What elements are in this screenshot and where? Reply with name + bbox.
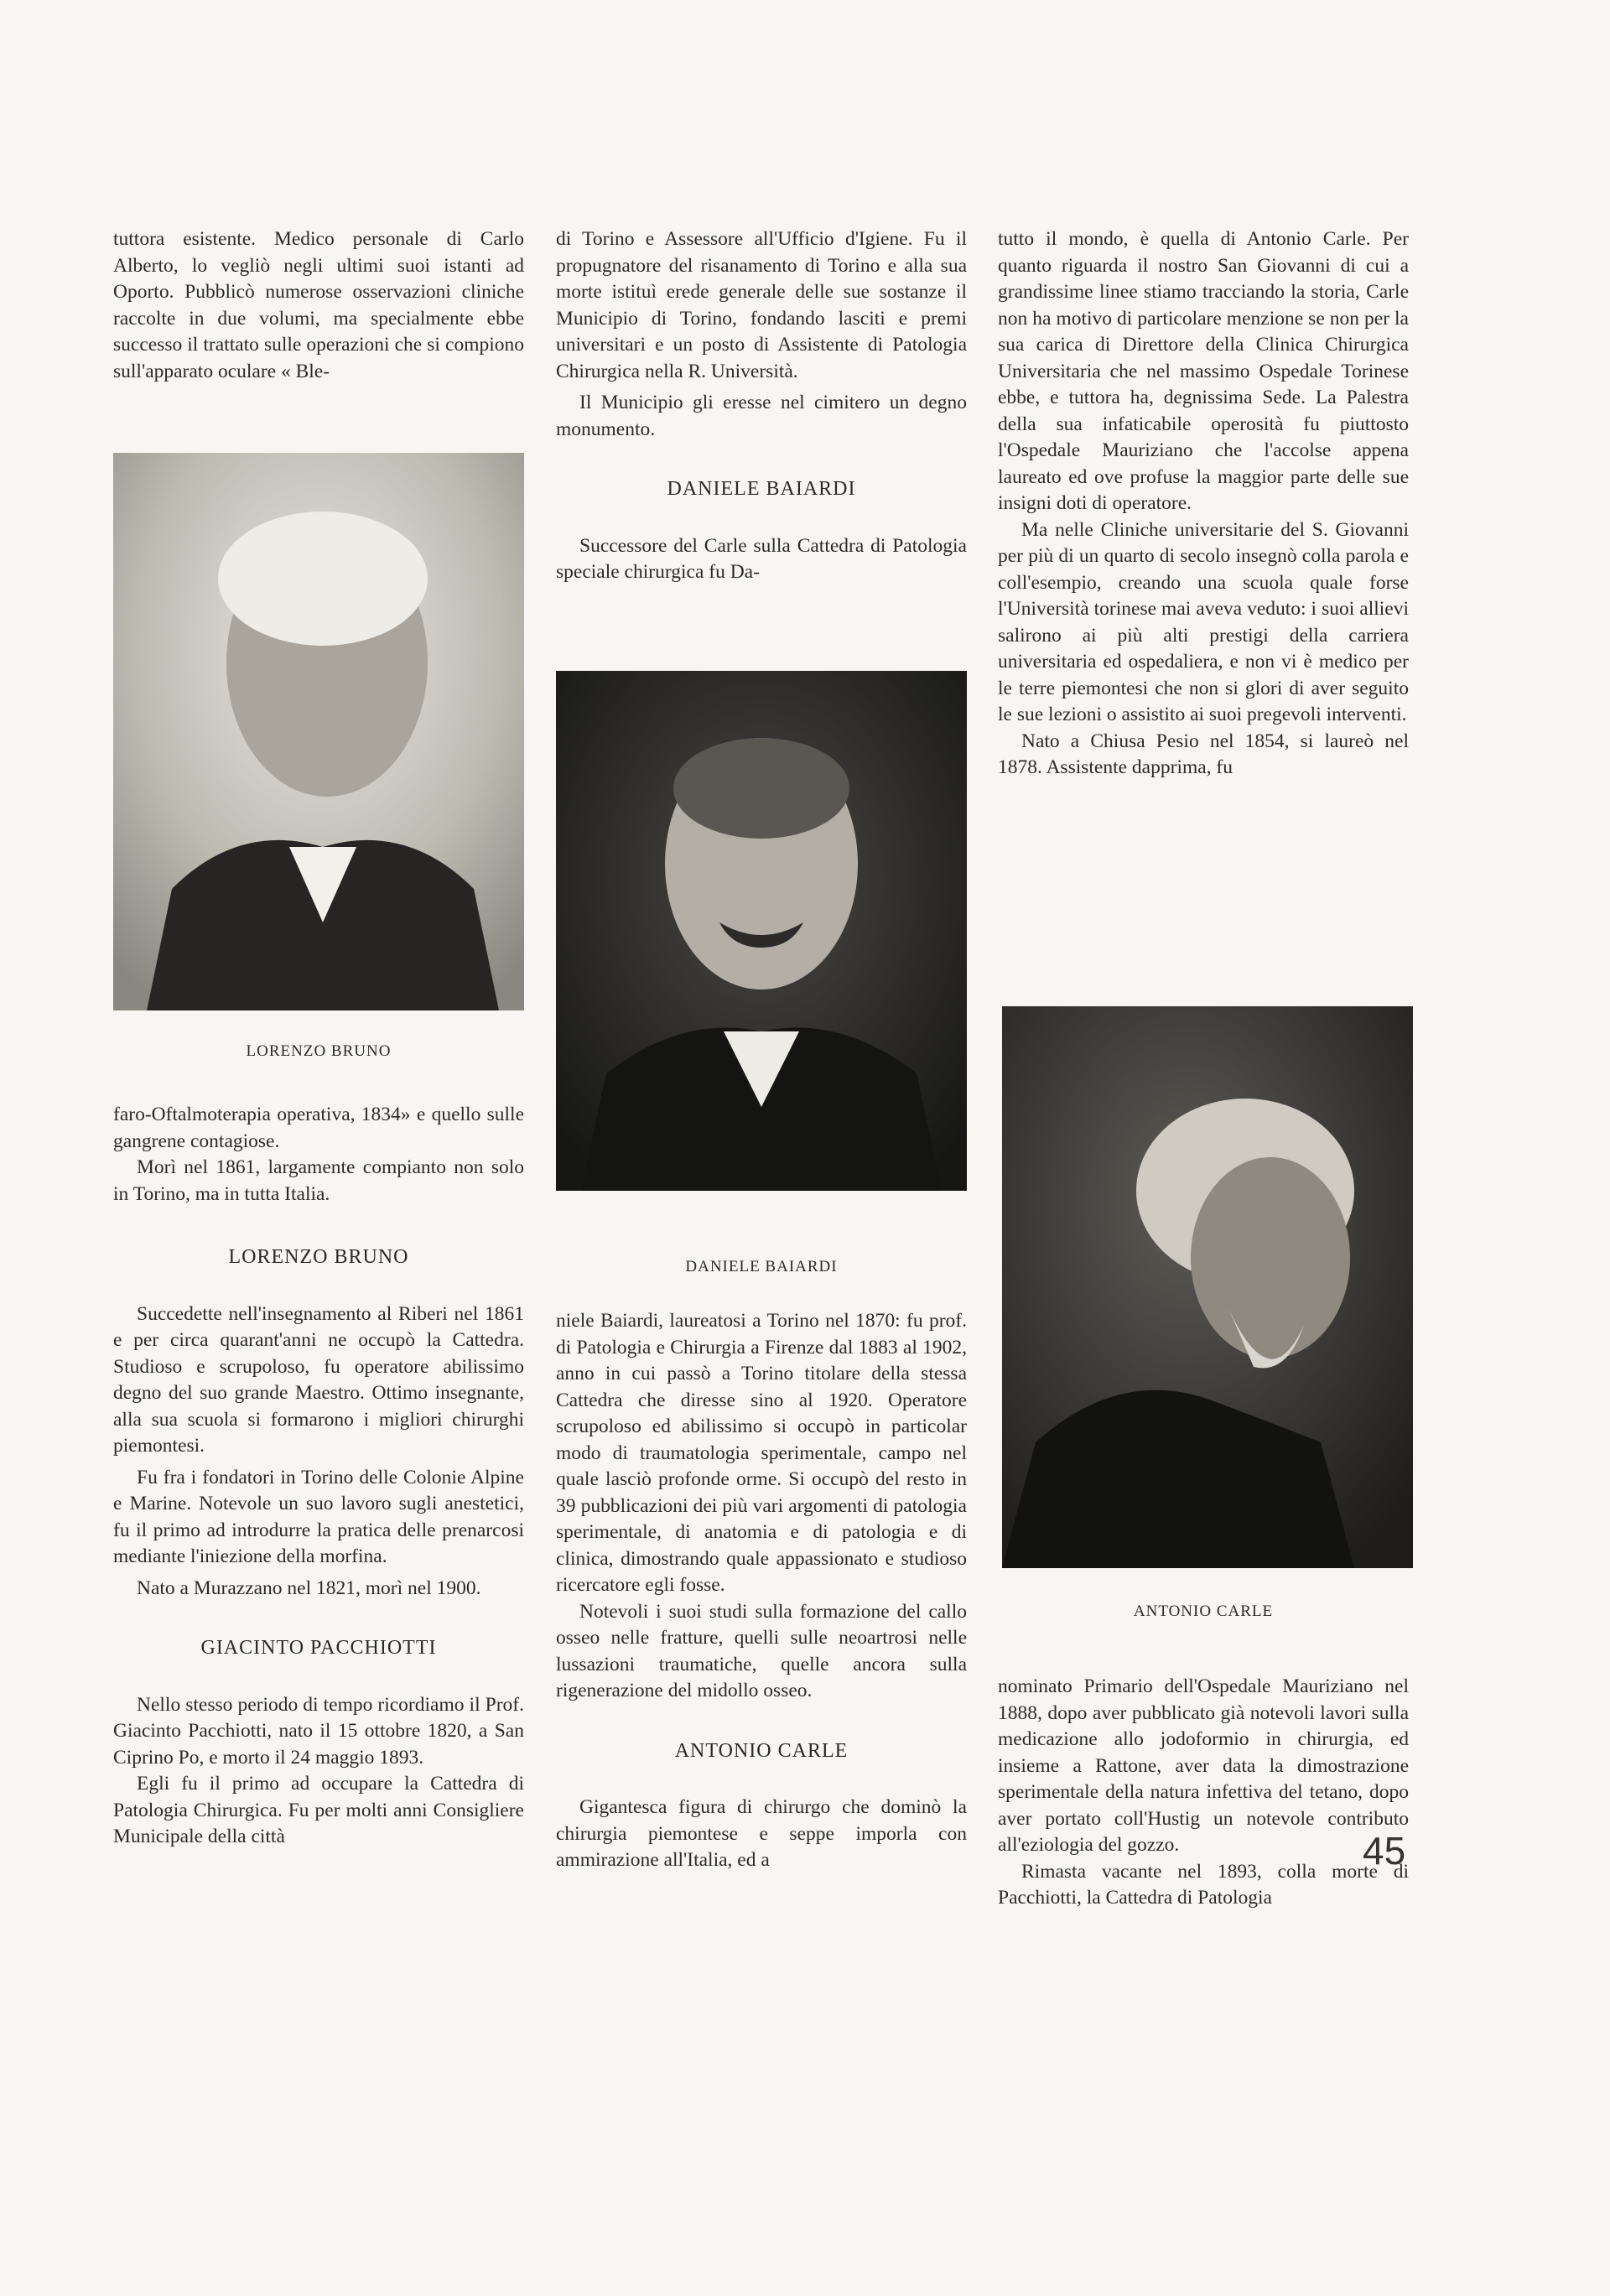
caption-lorenzo-bruno: LORENZO BRUNO: [246, 1042, 392, 1060]
portrait-lorenzo-bruno: [113, 453, 524, 1010]
col3-paragraph-2: Ma nelle Cliniche universitarie del S. Giovanni per più di un quarto di secolo insegnò colla parola e coll'esempio, creando una scuola quale forse l'Università torinese mai aveva veduto: i suoi allievi salirono ai più alti prestigi della carriera universitaria ed ospedaliera, e non vi è medico per le terre piemontesi che non si glori di aver seguito le sue lezioni o assistito ai suoi pregevoli interventi.: [998, 518, 1409, 725]
portrait-antonio-carle: [1002, 1006, 1413, 1568]
heading-lorenzo-bruno: LORENZO BRUNO: [228, 1246, 409, 1268]
col3-paragraph-3: Nato a Chiusa Pesio nel 1854, si laureò nel 1878. Assistente dapprima, fu: [998, 730, 1409, 778]
heading-antonio-carle: ANTONIO CARLE: [674, 1739, 849, 1762]
column-1-bottom: [113, 1102, 524, 1851]
page-number: 45: [1363, 1829, 1406, 1873]
portrait-daniele-baiardi: [556, 671, 967, 1191]
column-3-top: [998, 226, 1409, 782]
col2-paragraph-6: Gigantesca figura di chirurgo che dominò la chirurgia piemontese e seppe imporla con ammirazione all'Italia, ed a: [556, 1796, 967, 1871]
col1-paragraph-1: Succedette nell'insegnamento al Riberi nel 1861 e per circa quarant'anni ne occupò la Cattedra. Studioso e scrupoloso, fu operatore abilissimo degno del suo grande Maestro. Ottimo insegnante, alla sua scuola si formarono i migliori chirurghi piemontesi.: [113, 1302, 524, 1457]
col2-paragraph-5: Notevoli i suoi studi sulla formazione del callo osseo nelle fratture, quelli sulle neoartrosi nelle lussazioni traumatiche, quelle ancora sulla rigenerazione del midollo osseo.: [556, 1600, 967, 1701]
caption-antonio-carle: ANTONIO CARLE: [1133, 1603, 1274, 1620]
column-2-bottom: [556, 1308, 967, 1874]
col2-top-text: di Torino e Assessore all'Ufficio d'Igiene. Fu il propugnatore del risanamento di Torino e alla sua morte istituì erede generale delle sue sostanze il Municipio di Torino, fondando lasciti e premi universitari e un posto di Assistente di Patologia Chirurgica nella R. Università.: [556, 228, 967, 382]
portrait-image: [113, 453, 524, 1010]
col2-paragraph-3: Successore del Carle sulla Cattedra di Patologia speciale chirurgica fu Da-: [556, 534, 967, 583]
col1-cont-text: faro-Oftalmoterapia operativa, 1834» e quello sulle gangrene contagiose.: [113, 1104, 524, 1152]
col2-paragraph-2: Il Municipio gli eresse nel cimitero un degno monumento.: [556, 392, 967, 440]
portrait-image: [556, 671, 967, 1191]
column-1-top: [113, 226, 524, 385]
col1-paragraph-5: Egli fu il primo ad occupare la Cattedra di Patologia Chirurgica. Fu per molti anni Consigliere Municipale della città: [113, 1773, 524, 1847]
portrait-image: [1002, 1006, 1413, 1568]
col1-paragraph-3: Nato a Murazzano nel 1821, morì nel 1900.: [137, 1577, 481, 1599]
col1-death-text: Morì nel 1861, largamente compianto non solo in Torino, ma in tutta Italia.: [113, 1156, 524, 1205]
column-3-bottom: [998, 1674, 1409, 1912]
col3-top-text: tutto il mondo, è quella di Antonio Carle. Per quanto riguarda il nostro San Giovanni di cui a grandissime linee stiamo tracciando la storia, Carle non ha motivo di particolare menzione se non per la sua carica di Direttore della Clinica Chirurgica Universitaria che nel massimo Ospedale Torinese ebbe, e tuttora ha, degnissima Sede. La Palestra della sua infaticabile operosità fu piuttosto l'Ospedale Mauriziano che l'accolse appena laureato ed ove profuse la maggior parte delle sue insigni doti di operatore.: [998, 228, 1409, 514]
col3-paragraph-4: nominato Primario dell'Ospedale Mauriziano nel 1888, dopo aver pubblicato già notevoli lavori sulla medicazione allo jodoformio in chirurgia, ed insieme a Rattone, aver data la dimostrazione sperimentale della natura infettiva del tetano, dopo aver portato coll'Hustig un notevole contributo all'eziologia del gozzo.: [998, 1675, 1409, 1856]
column-2-top: [556, 226, 967, 586]
col3-paragraph-5: Rimasta vacante nel 1893, colla morte di Pacchiotti, la Cattedra di Patologia: [998, 1860, 1409, 1909]
col1-paragraph-2: Fu fra i fondatori in Torino delle Colonie Alpine e Marine. Notevole un suo lavoro sugli anestetici, fu il primo ad introdurre la pratica delle prenarcosi mediante l'iniezione della morfina.: [113, 1466, 524, 1567]
col1-top-text: tuttora esistente. Medico personale di Carlo Alberto, lo vegliò negli ultimi suoi istanti ad Oporto. Pubblicò numerose osservazioni cliniche raccolte in due volumi, ma specialmente ebbe successo il trattato sulle operazioni che si compiono sull'apparato oculare « Ble-: [113, 228, 524, 382]
col1-paragraph-4: Nello stesso periodo di tempo ricordiamo il Prof. Giacinto Pacchiotti, nato il 15 ottobre 1820, a San Ciprino Po, e morto il 24 maggio 1893.: [113, 1693, 524, 1769]
col2-paragraph-4: niele Baiardi, laureatosi a Torino nel 1870: fu prof. di Patologia e Chirurgia a Firenze dal 1883 al 1902, anno in cui passò a Torino titolare della stessa Cattedra che diresse sino al 1920. Operatore scrupoloso ed abilissimo si occupò in particolar modo di traumatologia sperimentale, campo nel quale lasciò profonde orme. Si occupò del resto in 39 pubblicazioni dei più vari argomenti di patologia sperimentale, di anatomia e di patologia e di clinica, dimostrando quale appassionato e studioso ricercatore egli fosse.: [556, 1310, 967, 1596]
heading-giacinto-pacchiotti: GIACINTO PACCHIOTTI: [200, 1637, 437, 1659]
heading-daniele-baiardi: DANIELE BAIARDI: [667, 478, 856, 500]
caption-daniele-baiardi: DANIELE BAIARDI: [685, 1258, 838, 1275]
